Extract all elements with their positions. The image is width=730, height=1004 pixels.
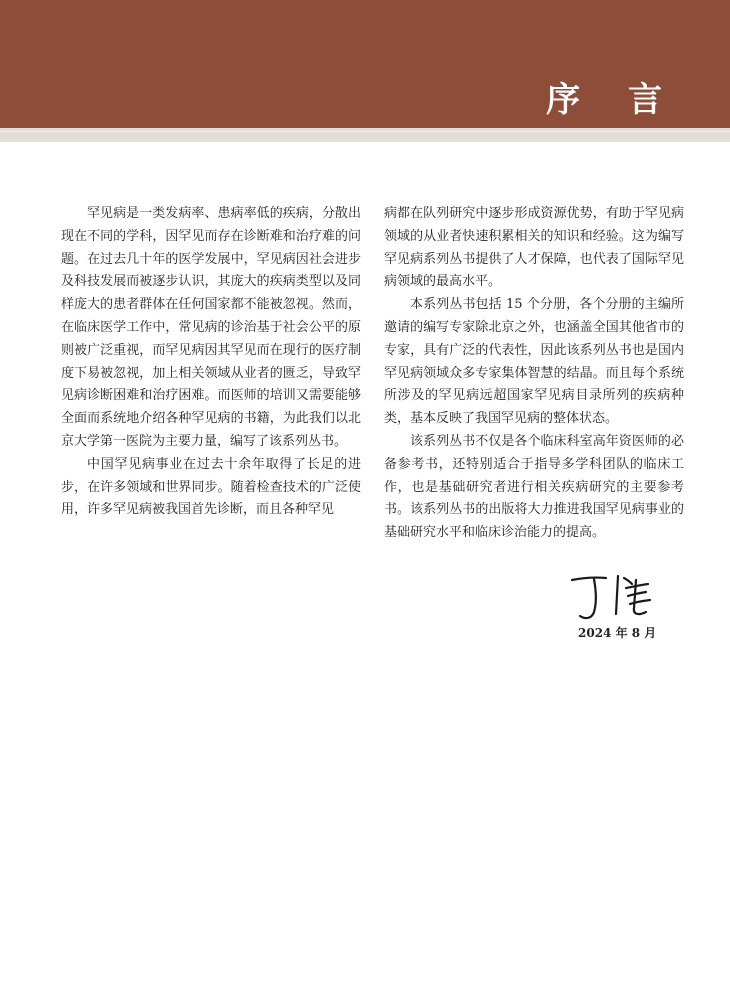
header-divider-line: [0, 131, 730, 132]
paragraph: 中国罕见病事业在过去十余年取得了长足的进步，在许多领域和世界同步。随着检查技术的广泛使用，许多罕见病被我国首先诊断，而且各种罕见: [61, 456, 361, 518]
right-column: [384, 203, 684, 545]
paragraph: 本系列丛书包括 15 个分册，各个分册的主编所邀请的编写专家除北京之外，也涵盖全国其他省市的专家，具有广泛的代表性，因此该系列丛书也是国内罕见病领域众多专家集体智慧的结晶。而且每个系统所涉及的罕见病远超国家罕见病目录所列的疾病种类，基本反映了我国罕见病的整体状态。: [384, 297, 684, 427]
paragraph: 该系列丛书不仅是各个临床科室高年资医师的必备参考书，还特别适合于指导多学科团队的临床工作，也是基础研究者进行相关疾病研究的主要参考书。该系列丛书的出版将大力推进我国罕见病事业的基础研究水平和临床诊治能力的提高。: [384, 433, 684, 541]
paragraph-continuation: 病都在队列研究中逐步形成资源优势，有助于罕见病领域的从业者快速积累相关的知识和经验。这为编写罕见病系列丛书提供了人才保障，也代表了国际罕见病领域的最高水平。: [384, 206, 684, 290]
handwritten-signature: [566, 570, 656, 624]
left-column: [61, 203, 361, 522]
paragraph: 罕见病是一类发病率、患病率低的疾病，分散出现在不同的学科，因罕见而存在诊断难和治疗难的问题。在过去几十年的医学发展中，罕见病因社会进步及科技发展而被逐步认识，其庞大的疾病类型以及同样庞大的患者群体在任何国家都不能被忽视。然而，在临床医学工作中，常见病的诊治基于社会公平的原则被广泛重视，而罕见病因其罕见而在现行的医疗制度下易被忽视，加上相关领域从业者的匮乏，导致罕见病诊断困难和治疗困难。而医师的培训又需要能够全面而系统地介绍各种罕见病的书籍，为此我们以北京大学第一医院为主要力量，编写了该系列丛书。: [61, 206, 361, 449]
page-title: 序 言: [546, 80, 680, 120]
header-band: [0, 0, 730, 128]
signature-date: 2024 年 8 月: [578, 626, 657, 640]
